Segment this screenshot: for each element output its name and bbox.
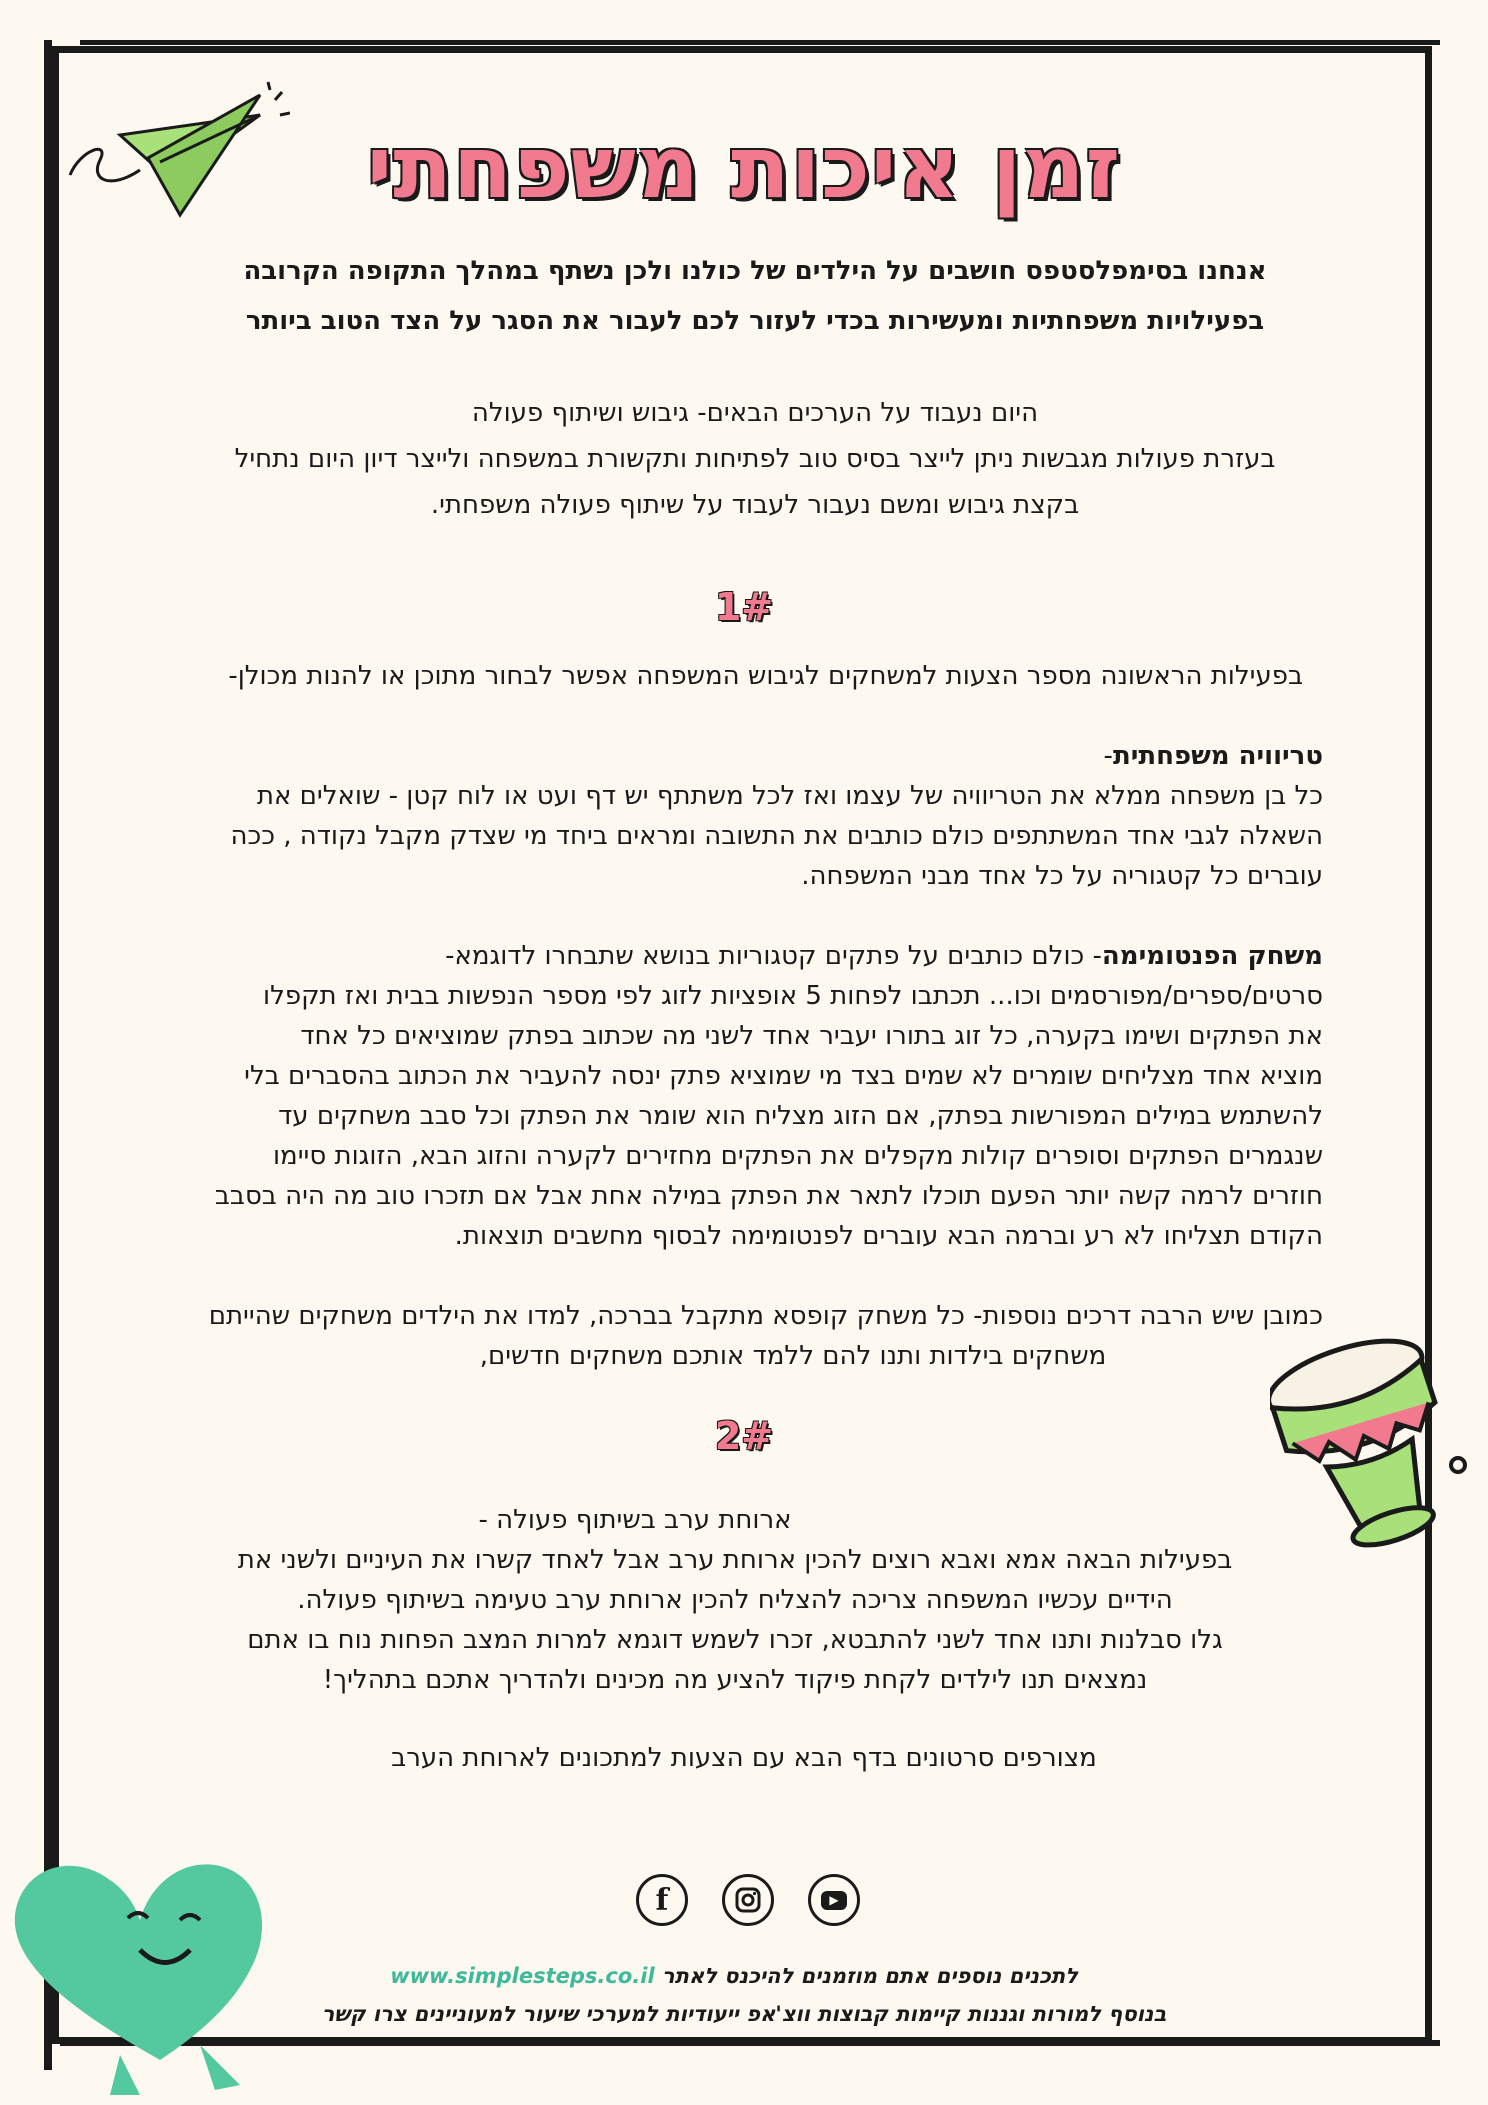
- facebook-glyph: f: [655, 1882, 669, 1918]
- trivia-title-dash: -: [1103, 741, 1113, 771]
- youtube-icon[interactable]: [808, 1874, 860, 1926]
- pantomime-line: את הפתקים ושימו בקערה, כל זוג בתורו יעביר אחד לשני מה שכתוב בפתק שמוציאים כל אחד: [300, 1021, 1323, 1051]
- trivia-line: כל בן משפחה ממלא את הטריוויה של עצמו ואז לכל משתתף יש דף ועט או לוח קטן - שואלים את: [256, 781, 1323, 811]
- pantomime-line: סרטים/ספרים/מפורסמים וכו... תכתבו לפחות 5 אופציות לזוג לפי מספר הנפשות בבית ואז תקפלו: [262, 981, 1323, 1011]
- values-line: בעזרת פעולות מגבשות ניתן לייצר בסיס טוב לפתיחות ותקשורת במשפחה ולייצר דיון היום נתחיל: [234, 444, 1276, 474]
- intro-text: [200, 246, 1310, 346]
- drum-icon: [1270, 1335, 1470, 1575]
- more-games-block: [143, 1296, 1323, 1376]
- pantomime-line: מוציא אחד מצליחים שומרים לא שמים בצד מי שמוציא פתק ינסה להעביר את הכתוב בהסברים בלי: [244, 1061, 1323, 1091]
- recipes-note: מצורפים סרטונים בדף הבא עם הצעות למתכונים לארוחת הערב: [391, 1743, 1097, 1773]
- intro-line: אנחנו בסימפלסטפס חושבים על הילדים של כולנו ולכן נשתף במהלך התקופה הקרובה: [243, 256, 1267, 286]
- more-line: משחקים בילדות ותנו להם ללמד אותכם משחקים חדשים,: [479, 1341, 1107, 1371]
- heart-mascot-illustration: [0, 1830, 300, 2105]
- intro-line: בפעילויות משפחתיות ומעשירות בכדי לעזור לכם לעבור את הסגר על הצד הטוב ביותר: [245, 306, 1265, 336]
- dinner-title: ארוחת ערב בשיתוף פעולה -: [478, 1505, 792, 1535]
- pantomime-line: להשתמש במילים המפורשות בפתק, אם הזוג מצליח הוא שומר את הפתק וכל סבב משחקים עד: [278, 1101, 1323, 1131]
- dinner-line: בפעילות הבאה אמא ואבא רוצים להכין ארוחת ערב אבל לאחד קשרו את העיניים ולשני את: [237, 1545, 1233, 1575]
- trivia-line: עוברים כל קטגוריה על כל אחד מבני המשפחה.: [801, 861, 1323, 891]
- values-line: בקצת גיבוש ומשם נעבור לעבוד על שיתוף פעולה משפחתי.: [430, 490, 1080, 520]
- pantomime-block: [143, 936, 1323, 1256]
- pantomime-line: הקודם תצליחו לא רע וברמה הבא עוברים לפנטומימה לבסוף מחשבים תוצאות.: [454, 1221, 1323, 1251]
- section-number-2: 2#: [714, 1414, 774, 1458]
- dinner-line: גלו סבלנות ותנו אחד לשני להתבטא, זכרו לשמש דוגמא למרות המצב הפחות נוח בו אתם: [247, 1625, 1223, 1655]
- instagram-glyph: [734, 1886, 762, 1914]
- pantomime-title: משחק הפנטומימה: [1101, 941, 1323, 971]
- values-line: היום נעבוד על הערכים הבאים- גיבוש ושיתוף פעולה: [471, 398, 1039, 428]
- website-link[interactable]: www.simplesteps.co.il: [390, 1964, 655, 1988]
- footer-website-text: לתכנים נוספים אתם מוזמנים להיכנס לאתר: [661, 1964, 1078, 1988]
- page-title: זמן איכות משפחתי: [366, 118, 1122, 218]
- facebook-icon[interactable]: [636, 1874, 688, 1926]
- youtube-glyph: ▶: [821, 1891, 847, 1910]
- dinner-line: הידיים עכשיו המשפחה צריכה להצליח להכין ארוחת ערב טעימה בשיתוף פעולה.: [297, 1585, 1173, 1615]
- dinner-line: נמצאים תנו לילדים לקחת פיקוד להציע מה מכינים ולהדריך אתכם בתהליך!: [322, 1665, 1148, 1695]
- pantomime-line: שנגמרים הפתקים וסופרים קולות מקפלים את הפתקים מחזירים לקערה והזוג הבא, הזוגות סיימו: [272, 1141, 1323, 1171]
- trivia-line: השאלה לגבי אחד המשתתפים כולם כותבים את התשובה ומראים ביחד מי שצדק מקבל נקודה , ככה: [230, 821, 1323, 851]
- instagram-icon[interactable]: [722, 1874, 774, 1926]
- section-number-1: 1#: [714, 585, 774, 629]
- frame-top-stroke: [80, 40, 1440, 45]
- footer-website-line: [390, 1964, 1078, 1988]
- section1-intro: בפעילות הראשונה מספר הצעות למשחקים לגיבוש המשפחה אפשר לבחור מתוכן או להנות מכולן-: [228, 661, 1303, 691]
- dinner-block: [200, 1500, 1270, 1700]
- more-line: כמובן שיש הרבה דרכים נוספות- כל משחק קופסא מתקבל בברכה, למדו את הילדים משחקים שהייתם: [208, 1301, 1323, 1331]
- values-paragraph: [150, 390, 1360, 528]
- footer-contact-line: בנוסף למורות וגננות קיימות קבוצות ווצ'אפ ייעודיות למערכי שיעור למעוניינים צרו קשר: [321, 2002, 1167, 2026]
- trivia-block: [173, 736, 1323, 896]
- pantomime-first-line: - כולם כותבים על פתקים קטגוריות בנושא שתבחרו לדוגמא-: [445, 941, 1102, 971]
- trivia-title: טריוויה משפחתית: [1112, 741, 1323, 771]
- pantomime-line: חוזרים לרמה קשה יותר הפעם תוכלו לתאר את הפתק במילה אחת אבל אם תזכרו טוב מה היה בסבב: [214, 1181, 1323, 1211]
